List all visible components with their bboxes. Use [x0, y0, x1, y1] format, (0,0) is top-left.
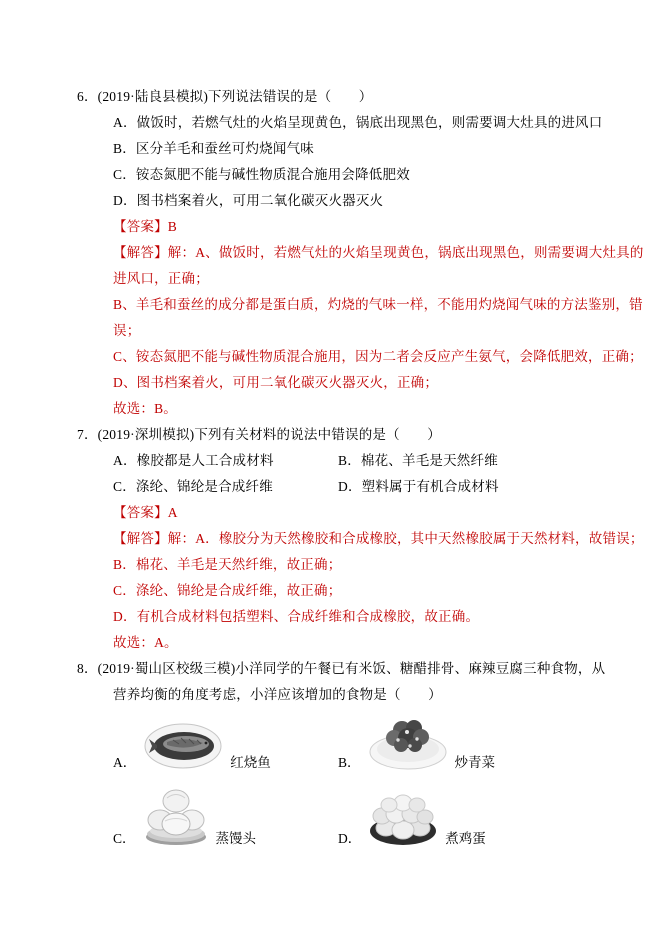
q8-option-d-label: 煮鸡蛋: [445, 831, 486, 846]
q8-option-a-cell: [113, 722, 271, 770]
question-7-stem: 7．(2019·深圳模拟)下列有关材料的说法中错误的是（ ）: [77, 427, 441, 442]
q6-option-c: C．铵态氮肥不能与碱性物质混合施用会降低肥效: [113, 167, 410, 182]
q6-explanation-line: 【解答】解：A、做饭时，若燃气灶的火焰呈现黄色，锅底出现黑色，则需要调大灶具的: [113, 245, 644, 260]
exam-document: [77, 84, 644, 846]
q8-food-row-1: [77, 710, 625, 770]
q8-option-c-label: 蒸馒头: [215, 831, 257, 846]
q7-option-a: A．橡胶都是人工合成材料: [113, 453, 274, 468]
q8-option-c-letter: C．: [113, 831, 136, 846]
q6-answer: 【答案】B: [113, 219, 178, 234]
q6-option-a: A．做饭时，若燃气灶的火焰呈现黄色，锅底出现黑色，则需要调大灶具的进风口: [113, 115, 603, 130]
q6-option-d: D．图书档案着火，可用二氧化碳灭火器灭火: [113, 193, 384, 208]
q8-option-c-cell: [113, 788, 256, 846]
q6-explanation-line: B、羊毛和蚕丝的成分都是蛋白质，灼烧的气味一样，不能用灼烧闻气味的方法鉴别，错: [113, 297, 643, 312]
q8-option-a-label: 红烧鱼: [230, 755, 271, 770]
question-6-stem: 6．(2019·陆良县模拟)下列说法错误的是（ ）: [77, 89, 373, 104]
q6-explanation-line: 进风口，正确；: [113, 271, 209, 286]
q6-option-b: B．区分羊毛和蚕丝可灼烧闻气味: [113, 141, 315, 156]
q7-option-b: B．棉花、羊毛是天然纤维: [338, 453, 498, 468]
q8-option-b-label: 炒青菜: [454, 755, 496, 770]
q6-explanation-line: 误；: [113, 323, 141, 338]
question-8-stem: 8．(2019·蜀山区校级三模)小洋同学的午餐已有米饭、糖醋排骨、麻辣豆腐三种食物，从: [77, 661, 606, 676]
q8-food-row-2: [77, 786, 625, 846]
q7-explanation-line: D．有机合成材料包括塑料、合成纤维和合成橡胶，故正确。: [113, 609, 480, 624]
q8-option-a-letter: A．: [113, 755, 137, 770]
stir-fried-greens-image: [368, 712, 448, 770]
q6-explanation-line: D、图书档案着火，可用二氧化碳灭火器灭火，正确；: [113, 375, 439, 390]
q7-explanation-line: C．涤纶、锦纶是合成纤维，故正确；: [113, 583, 342, 598]
steamed-buns-image: [143, 788, 209, 846]
q7-explanation-line: B．棉花、羊毛是天然纤维，故正确；: [113, 557, 342, 572]
braised-fish-image: [143, 722, 223, 770]
q8-option-b-letter: B．: [338, 755, 361, 770]
q7-answer: 【答案】A: [113, 505, 178, 520]
q8-option-b-cell: [338, 712, 495, 770]
q7-option-c: C．涤纶、锦纶是合成纤维: [113, 479, 273, 494]
q6-conclusion: 故选：B。: [113, 401, 178, 416]
q7-explanation-line: 【解答】解：A．橡胶分为天然橡胶和合成橡胶，其中天然橡胶属于天然材料，故错误；: [113, 531, 644, 546]
q6-explanation-line: C、铵态氮肥不能与碱性物质混合施用，因为二者会反应产生氨气，会降低肥效，正确；: [113, 349, 643, 364]
boiled-eggs-image: [368, 794, 438, 846]
q7-option-row-cd: [77, 474, 625, 500]
q7-option-d: D．塑料属于有机合成材料: [338, 479, 499, 494]
q8-option-d-cell: [338, 794, 486, 846]
q8-option-d-letter: D．: [338, 831, 362, 846]
q7-option-row-ab: [77, 448, 625, 474]
question-8-stem-continued: 营养均衡的角度考虑，小洋应该增加的食物是（ ）: [113, 687, 442, 702]
q7-conclusion: 故选：A。: [113, 635, 178, 650]
